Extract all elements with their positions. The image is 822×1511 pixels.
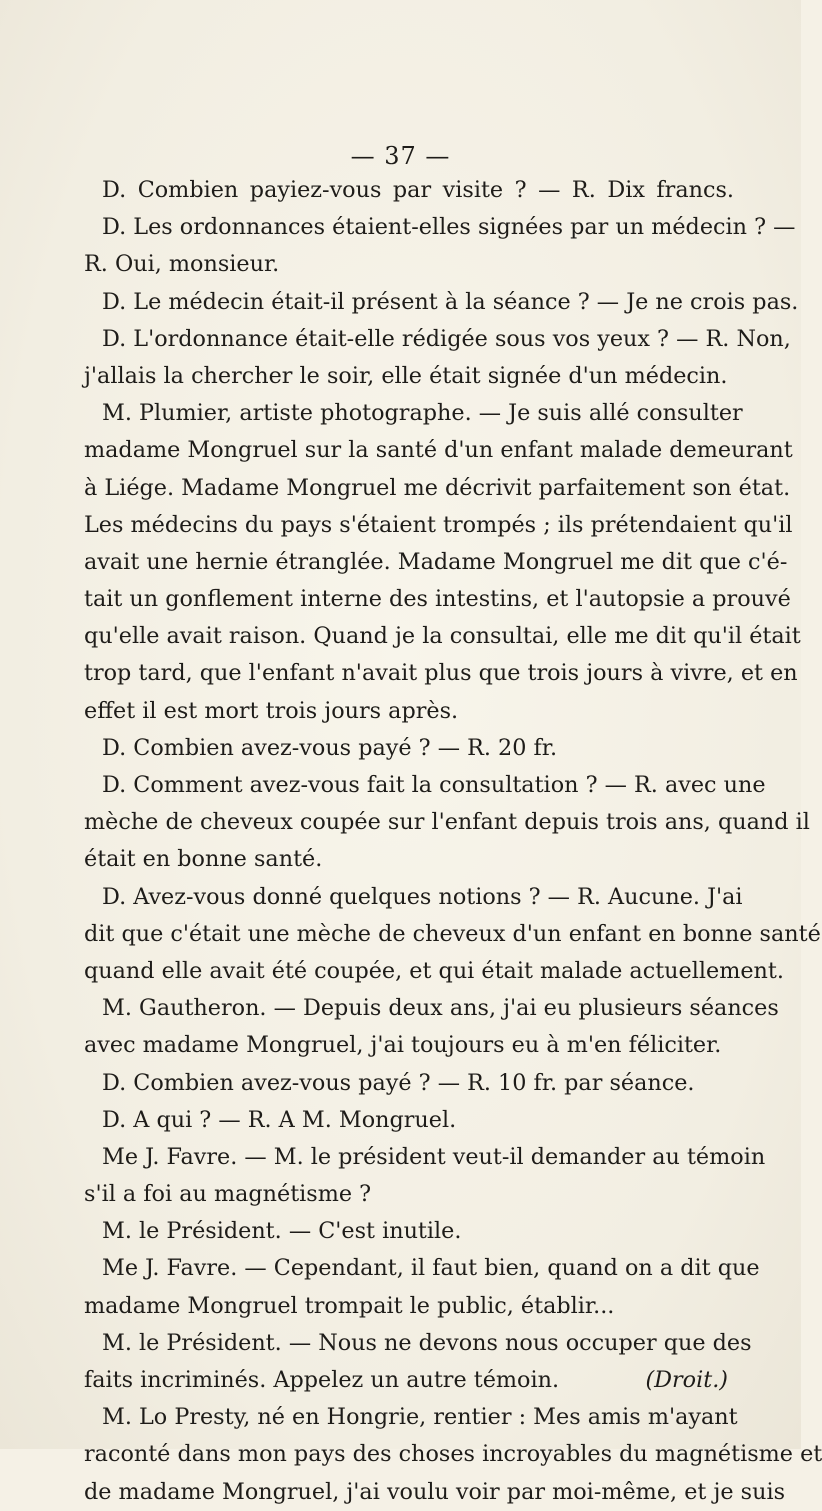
text-line: D. Combien payiez-vous par visite ? — R. Dix francs. [102,177,734,203]
text-line: D. A qui ? — R. A M. Mongruel. [102,1106,457,1133]
text-line: Me J. Favre. — Cependant, il faut bien, quand on a dit que [102,1255,760,1282]
text-line: de madame Mongruel, j'ai voulu voir par moi-même, et je suis [84,1478,786,1505]
text-line: M. le Président. — C'est inutile. [102,1218,462,1245]
text-line: s'il a foi au magnétisme ? [84,1181,372,1208]
text-line: qu'elle avait raison. Quand je la consultai, elle me dit qu'il était [84,623,801,650]
text-line: D. Le médecin était-il présent à la séance ? — Je ne crois pas. [102,288,799,315]
text-line: M. Plumier, artiste photographe. — Je suis allé consulter [102,400,743,427]
text-line: D. Combien avez-vous payé ? — R. 10 fr. par séance. [102,1069,695,1096]
text-line: Me J. Favre. — M. le président veut-il demander au témoin [102,1143,766,1170]
text-line: M. Lo Presty, né en Hongrie, rentier : Mes amis m'ayant [102,1404,738,1431]
text-line: quand elle avait été coupée, et qui était malade actuellement. [84,957,784,984]
text-line: D. Combien avez-vous payé ? — R. 20 fr. [102,734,558,761]
text-line: D. L'ordonnance était-elle rédigée sous vos yeux ? — R. Non, [102,325,791,352]
text-line: D. Avez-vous donné quelques notions ? — R. Aucune. J'ai [102,883,743,910]
text-line: dit que c'était une mèche de cheveux d'un enfant en bonne santé [84,920,821,947]
text-line: madame Mongruel sur la santé d'un enfant malade demeurant [84,437,793,464]
text-line: faits incriminés. Appelez un autre témoin. [84,1367,560,1393]
text-line: Les médecins du pays s'étaient trompés ; ils prétendaient qu'il [84,511,793,538]
text-line: était en bonne santé. [84,846,323,873]
text-line: effet il est mort trois jours après. [84,697,459,724]
text-line: D. Comment avez-vous fait la consultation ? — R. avec une [102,772,766,798]
text-line: mèche de cheveux coupée sur l'enfant depuis trois ans, quand il [84,809,810,836]
text-line: avait une hernie étranglée. Madame Mongruel me dit que c'é- [84,548,788,575]
text-line: trop tard, que l'enfant n'avait plus que trois jours à vivre, et en [84,660,798,687]
text-line: M. Gautheron. — Depuis deux ans, j'ai eu plusieurs séances [102,995,779,1022]
source-attribution: (Droit.) [645,1367,728,1393]
text-line: M. le Président. — Nous ne devons nous occuper que des [102,1329,752,1356]
text-line: avec madame Mongruel, j'ai toujours eu à m'en féliciter. [84,1032,722,1059]
text-body [84,172,822,1511]
page-number: — 37 — [350,142,451,170]
text-line: j'allais la chercher le soir, elle était signée d'un médecin. [84,362,728,389]
text-line: raconté dans mon pays des choses incroyables du magnétisme et [84,1441,822,1468]
text-line: D. Les ordonnances étaient-elles signées par un médecin ? — [102,214,796,241]
text-line: à Liége. Madame Mongruel me décrivit parfaitement son état. [84,474,791,501]
text-line: R. Oui, monsieur. [84,251,280,278]
text-line: tait un gonflement interne des intestins, et l'autopsie a prouvé [84,586,791,613]
text-line: madame Mongruel trompait le public, établir... [84,1292,615,1319]
